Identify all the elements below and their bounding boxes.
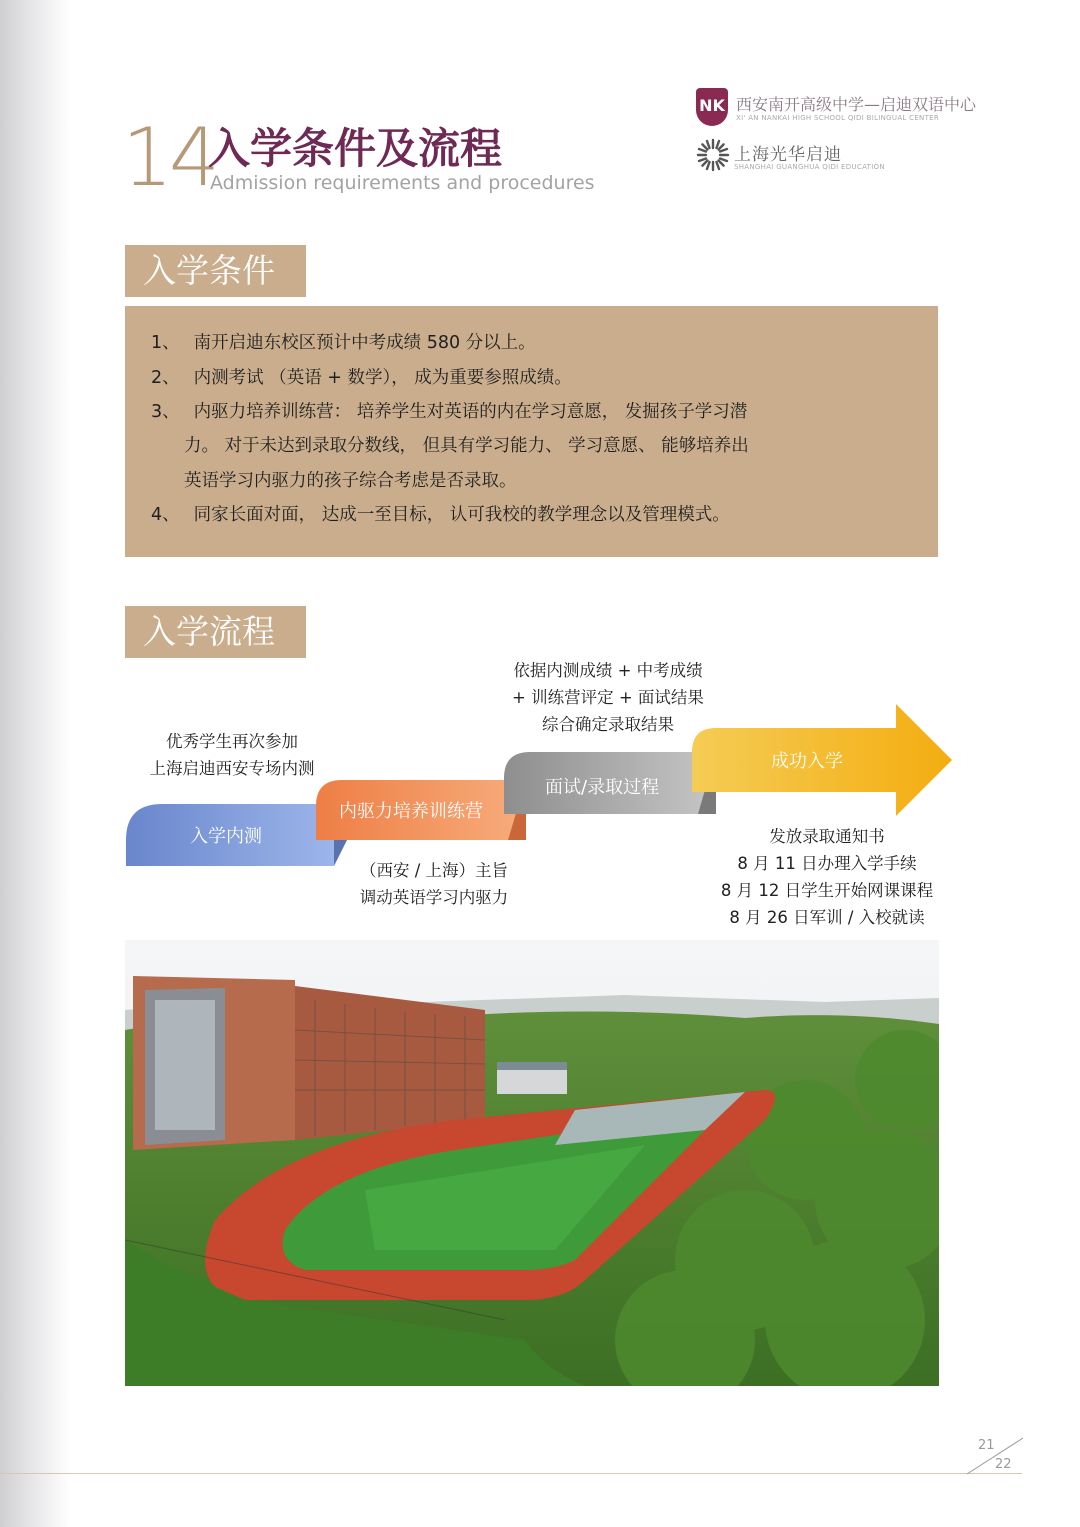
requirement-item — [151, 364, 572, 389]
step-notes-interview: 依据内测成绩 + 中考成绩 + 训练营评定 + 面试结果 综合确定录取结果 — [512, 661, 704, 734]
requirement-text: 南开启迪东校区预计中考成绩 580 分以上。 — [193, 333, 536, 353]
requirement-number: 2、 — [151, 368, 180, 388]
page-gutter-shadow — [0, 0, 70, 1527]
requirement-number: 1、 — [151, 333, 180, 353]
requirement-text: 内测考试 （英语 + 数学）， 成为重要参照成绩。 — [193, 368, 572, 388]
step-notes-admission: 发放录取通知书 8 月 11 日办理入学手续 8 月 12 日学生开始网课课程 8 月 26 日军训 / 入校就读 — [720, 827, 934, 927]
requirement-text: 力。 对于未达到录取分数线， 但具有学习能力、 学习意愿、 能够培养出 — [184, 436, 749, 456]
nankai-badge-icon: NK — [696, 88, 728, 126]
requirement-text: 英语学习内驱力的孩子综合考虑是否录取。 — [184, 471, 517, 491]
requirement-item-continued — [184, 432, 749, 457]
requirement-item — [151, 398, 747, 423]
step-notes-training-camp: （西安 / 上海）主旨 调动英语学习内驱力 — [359, 861, 509, 907]
guanghua-name-cn: 上海光华启迪 — [734, 145, 842, 165]
page-title: 入学条件及流程 — [208, 124, 503, 173]
page-subtitle: Admission requirements and procedures — [210, 172, 595, 194]
requirement-item — [151, 329, 536, 354]
nankai-logo — [696, 88, 1016, 130]
requirements-tab: 入学条件 — [125, 245, 306, 297]
step-notes-entrance-test: 优秀学生再次参加 上海启迪西安专场内测 — [149, 732, 315, 778]
nankai-name-cn: 西安南开高级中学—启迪双语中心 — [736, 95, 977, 114]
section-number: 14 — [122, 111, 216, 204]
step-label-interview: 面试/录取过程 — [545, 777, 660, 798]
step-label-training-camp: 内驱力培养训练营 — [339, 801, 483, 822]
sunburst-icon — [696, 138, 730, 172]
step-label-entrance-test: 入学内测 — [190, 826, 262, 847]
nankai-name-en: XI' AN NANKAI HIGH SCHOOL QIDI BILINGUAL CENTER — [736, 114, 940, 122]
requirement-item-continued — [184, 467, 517, 492]
page-number-right: 22 — [995, 1457, 1012, 1472]
requirement-item — [151, 501, 730, 526]
requirement-number: 3、 — [151, 402, 180, 422]
guanghua-name-en: SHANGHAI GUANGHUA QIDI EDUCATION — [734, 163, 885, 171]
requirement-text: 内驱力培养训练营： 培养学生对英语的内在学习意愿， 发掘孩子学习潜 — [193, 402, 748, 422]
footer-divider — [0, 1473, 1022, 1474]
requirement-number: 4、 — [151, 505, 180, 525]
page-number-left: 21 — [978, 1438, 995, 1453]
guanghua-logo — [696, 138, 1016, 178]
process-tab: 入学流程 — [125, 606, 306, 658]
step-label-admission: 成功入学 — [771, 751, 843, 772]
campus-photo — [125, 940, 939, 1386]
requirement-text: 同家长面对面， 达成一至目标， 认可我校的教学理念以及管理模式。 — [193, 505, 730, 525]
